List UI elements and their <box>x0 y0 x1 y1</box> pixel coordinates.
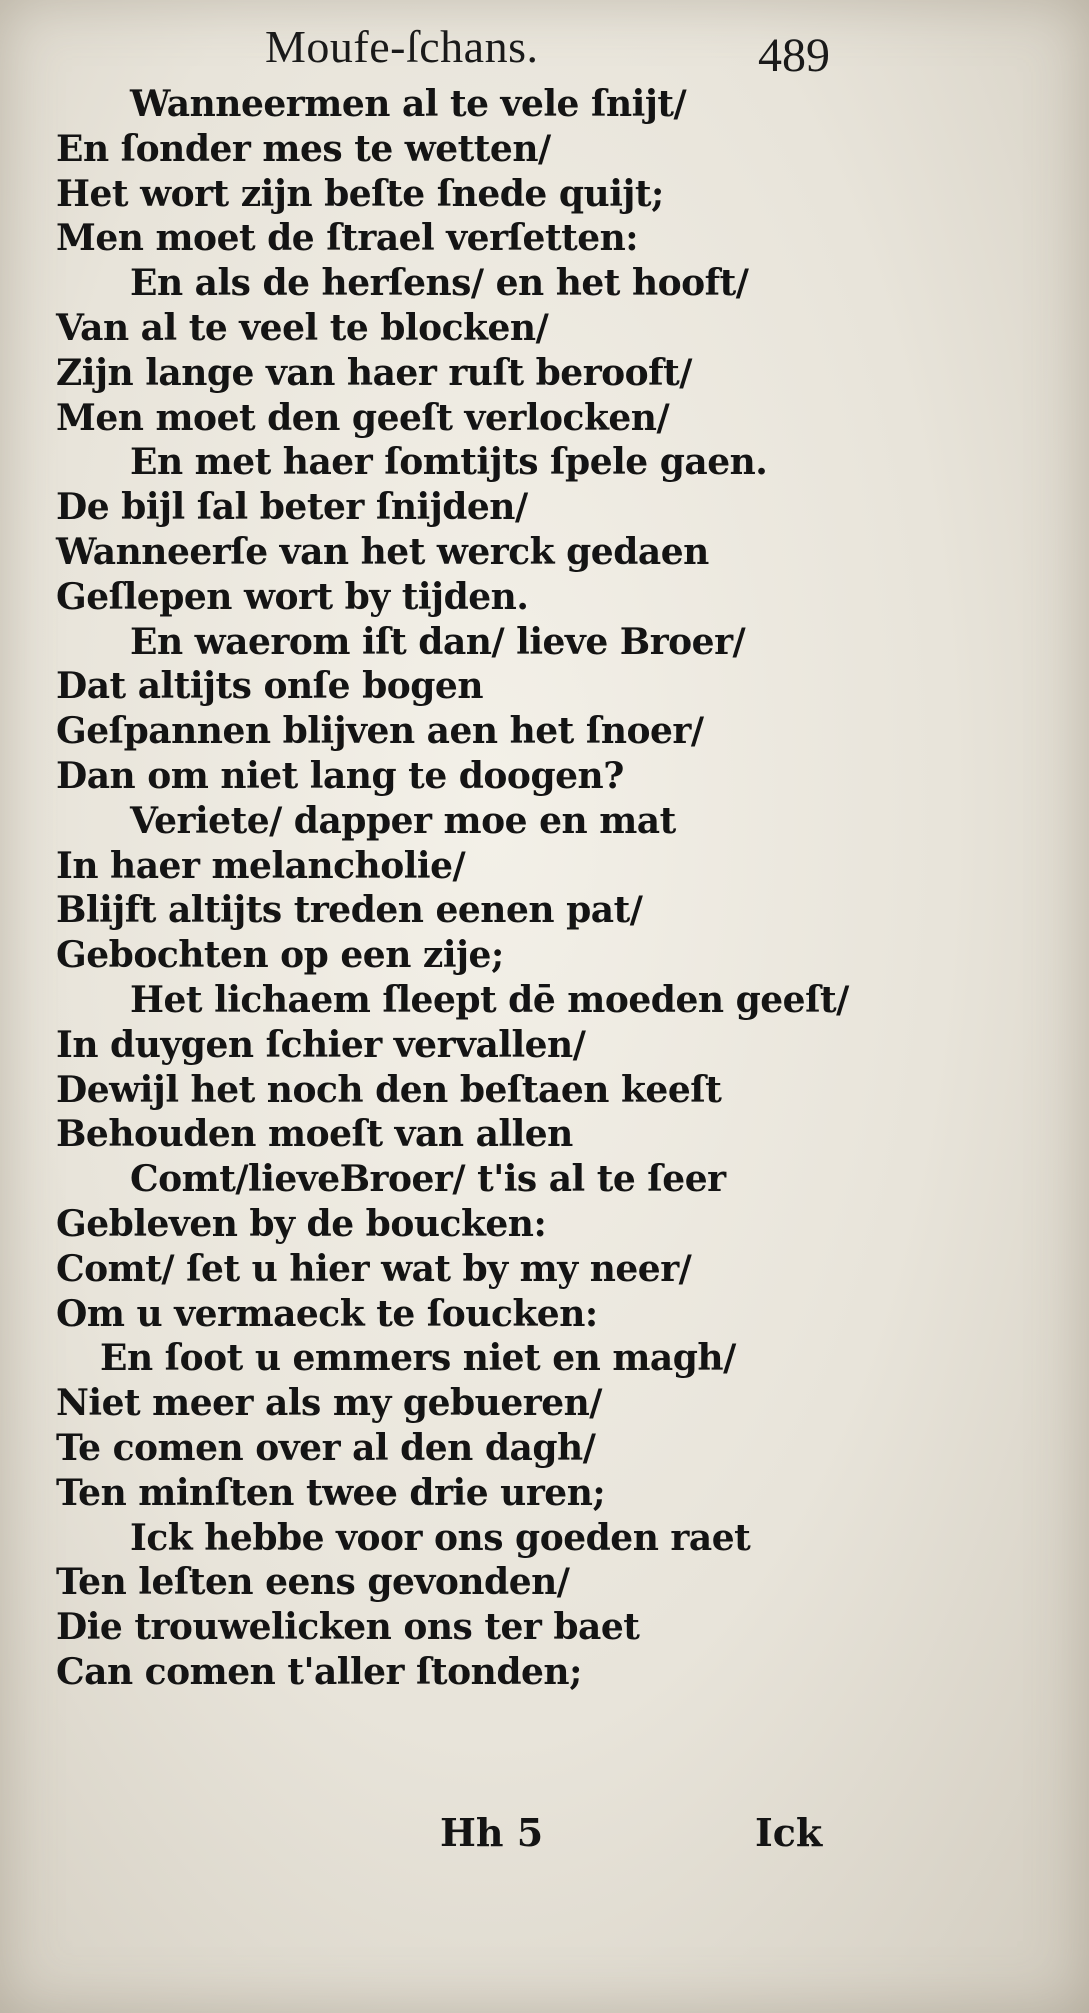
poem-line: De bijl ſal beter ſnijden/ <box>56 486 528 529</box>
poem-line: Blijft altijts treden eenen pat/ <box>56 889 643 932</box>
poem-line: Behouden moeſt van allen <box>56 1113 573 1156</box>
poem-line: En waerom iſt dan/ lieve Broer/ <box>130 620 746 663</box>
poem-line: En ſoot u emmers niet en magh/ <box>100 1337 736 1380</box>
poem-line: In haer melancholie/ <box>56 844 466 887</box>
poem-line: En ſonder mes te wetten/ <box>56 127 551 170</box>
poem-line: Gebochten op een zije; <box>56 934 504 977</box>
poem-line: En als de herſens/ en het hooft/ <box>130 262 749 305</box>
running-title: Moufe-ſchans. <box>265 21 539 72</box>
poem-line: Zijn lange van haer ruſt berooft/ <box>56 351 692 394</box>
poem-line: Dan om niet lang te doogen? <box>56 754 624 797</box>
poem-line: Ten minſten twee drie uren; <box>56 1471 606 1514</box>
poem-line: Wanneermen al te vele ſnijt/ <box>130 83 687 125</box>
poem-line: Men moet de ſtrael verſetten: <box>56 217 639 260</box>
poem-line: Can comen t'aller ſtonden; <box>56 1650 582 1693</box>
page-header <box>0 14 1089 84</box>
poem-line: Geſpannen blijven aen het ſnoer/ <box>56 710 704 753</box>
catchword: Ick <box>755 1810 823 1855</box>
poem-line: Ick hebbe voor ons goeden raet <box>130 1516 751 1559</box>
signature-mark: Hh 5 <box>440 1810 544 1855</box>
poem-line: Men moet den geeſt verlocken/ <box>56 396 670 439</box>
page-footer <box>0 1810 1089 1870</box>
poem-line: Dewijl het noch den beſtaen keeſt <box>56 1068 722 1111</box>
poem-line: Niet meer als my gebueren/ <box>56 1382 602 1425</box>
poem-line: En met haer ſomtijts ſpele gaen. <box>130 441 768 484</box>
poem-line: Dat altijts onſe bogen <box>56 665 484 708</box>
poem-line: Comt/lieveBroer/ t'is al te ſeer <box>130 1158 726 1201</box>
poem-line: Veriete/ dapper moe en mat <box>130 799 676 842</box>
poem-line: Van al te veel te blocken/ <box>56 306 549 349</box>
poem-line: Comt/ ſet u hier wat by my neer/ <box>56 1247 692 1290</box>
poem-line: Te comen over al den dagh/ <box>56 1426 596 1469</box>
poem-line: Wanneerſe van het werck gedaen <box>56 530 709 573</box>
poem-line: Ten leſten eens gevonden/ <box>56 1561 570 1604</box>
poem-line: Het lichaem ſleept dē moeden geeſt/ <box>130 978 849 1021</box>
poem-text <box>40 82 849 1695</box>
page-number: 489 <box>758 29 830 82</box>
poem-line: Die trouwelicken ons ter baet <box>56 1606 640 1649</box>
poem-line: Het wort zijn beſte ſnede quijt; <box>56 172 664 215</box>
poem-line: Gebleven by de boucken: <box>56 1202 547 1245</box>
poem-line: In duygen ſchier vervallen/ <box>56 1023 586 1066</box>
poem-line: Geſlepen wort by tijden. <box>56 575 529 618</box>
poem-line: Om u vermaeck te ſoucken: <box>56 1292 598 1335</box>
